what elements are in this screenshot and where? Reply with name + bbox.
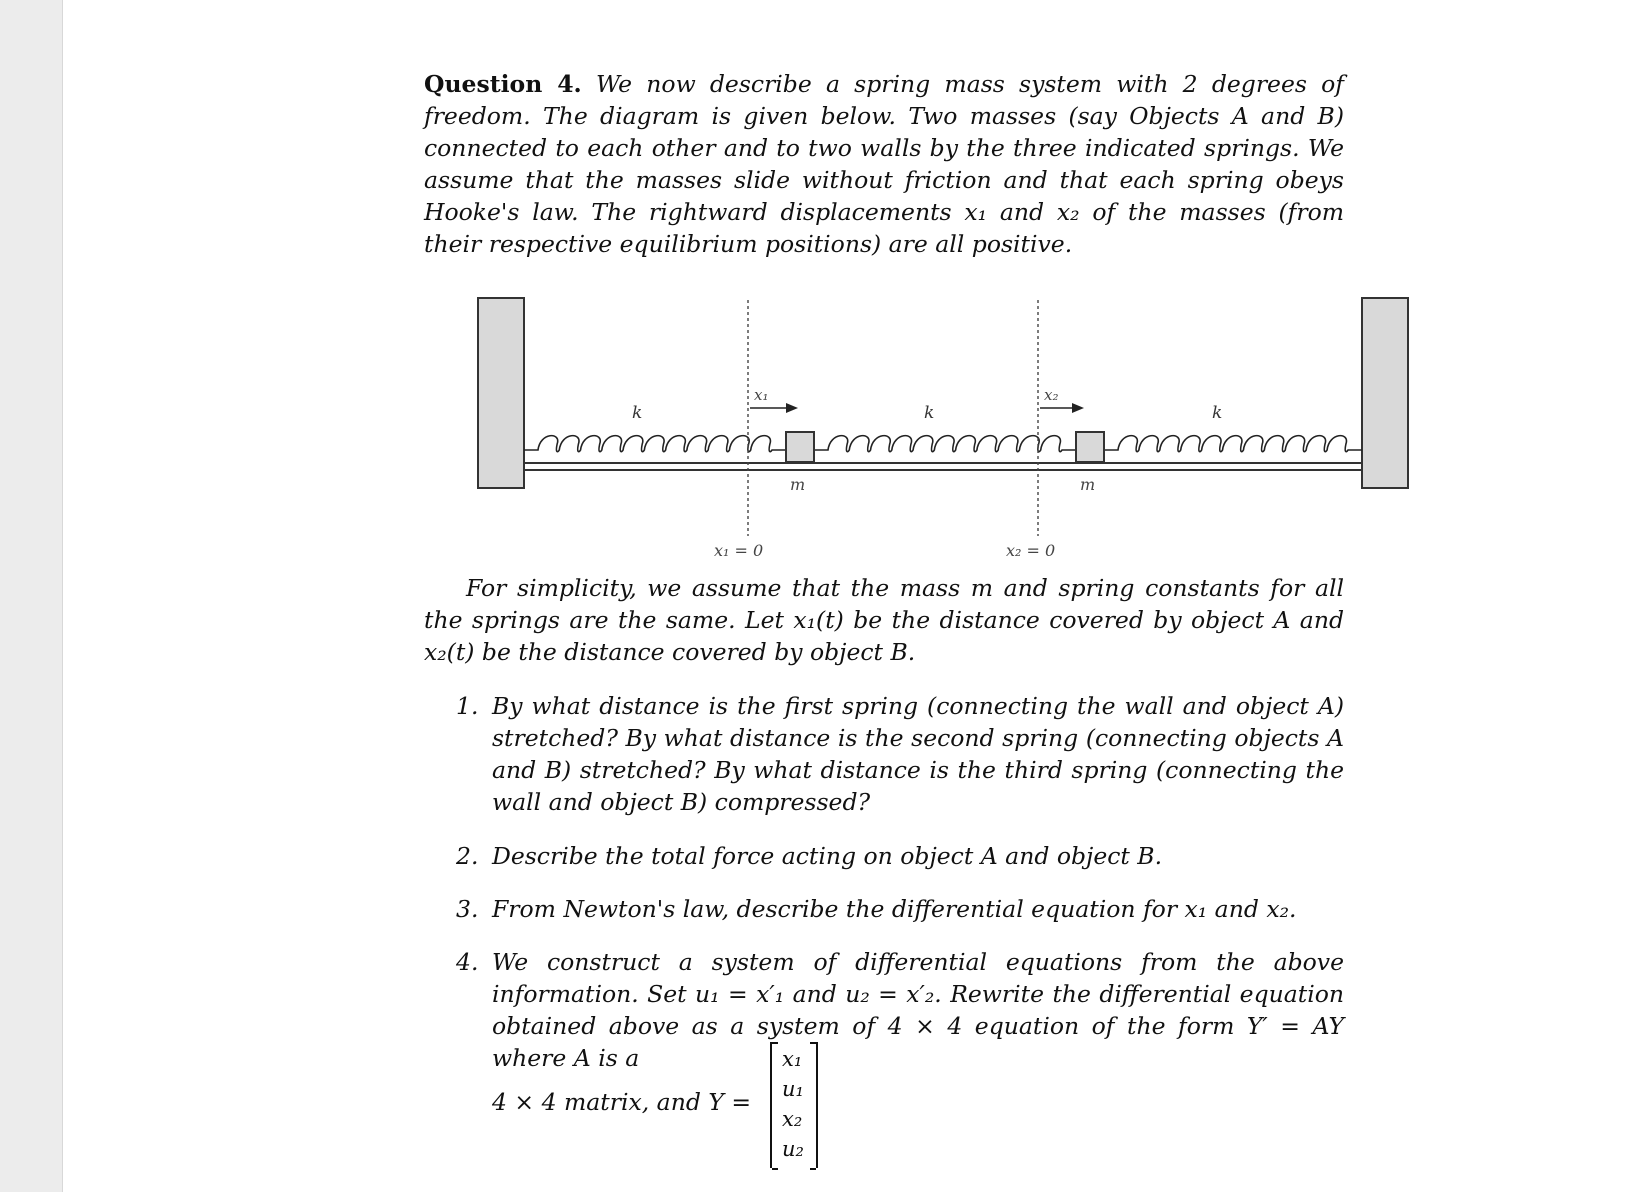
arrow-head-2 [1072, 403, 1084, 413]
mass-a [786, 432, 814, 462]
arrow-head-1 [786, 403, 798, 413]
spring-1 [524, 436, 786, 452]
origin-label-2: x₂ = 0 [1006, 541, 1056, 560]
vector-entry: x₂ [782, 1107, 803, 1131]
right-wall [1362, 298, 1408, 488]
spring-mass-diagram [0, 0, 1626, 580]
vector-entry: x₁ [782, 1047, 803, 1071]
item-text: By what distance is the first spring (connecting the wall and object A) stretched? By what distance is the second spring (connecting objects A and B) stretched? By what distance is the third spring (connecting the wall and object B) compressed? [492, 692, 1344, 816]
spring-2 [814, 436, 1076, 452]
question-label: Question 4. [424, 70, 582, 98]
spring-label-3: k [1212, 403, 1223, 423]
mass-label-2: m [1080, 475, 1096, 494]
mass-b [1076, 432, 1104, 462]
vector-entry: u₁ [782, 1077, 804, 1101]
item-text: From Newton's law, describe the differential equation for x₁ and x₂. [492, 895, 1297, 923]
mass-label-1: m [790, 475, 806, 494]
item-text: Describe the total force acting on object A and object B. [492, 842, 1163, 870]
item-number: 2. [456, 842, 479, 870]
matrix-statement: 4 × 4 matrix, and Y = [492, 1088, 752, 1116]
list-item [456, 690, 1344, 818]
question-intro: We now describe a spring mass system with 2 degrees of freedom. The diagram is given below. Two masses (say Objects A and B) connected to each other and to two walls by the three indicated springs. We assume that the masses slide without friction and that each spring obeys Hooke's law. The rightward displacements x₁ and x₂ of the masses (from their respective equilibrium positions) are all positive. [424, 70, 1344, 258]
item-number: 1. [456, 692, 479, 720]
item-text: We construct a system of differential equations from the above information. Set u₁ = x′₁ and u₂ = x′₂. Rewrite the differential equation obtained above as a system of 4 × 4 equation of the form Y′ = AY where A is a [492, 948, 1344, 1072]
arrow-label-1: x₁ [754, 386, 769, 404]
origin-label-1: x₁ = 0 [714, 541, 764, 560]
vector-entry: u₂ [782, 1137, 804, 1161]
item-number: 3. [456, 895, 479, 923]
spring-3 [1104, 436, 1362, 452]
left-wall [478, 298, 524, 488]
spring-label-2: k [924, 403, 935, 423]
list-item [456, 840, 1162, 872]
simplicity-paragraph: For simplicity, we assume that the mass m and spring constants for all the springs are the same. Let x₁(t) be the distance covered by object A and x₂(t) be the distance covered by object B. [424, 574, 1344, 666]
list-item [456, 946, 1344, 1074]
arrow-label-2: x₂ [1044, 386, 1059, 404]
item-number: 4. [456, 948, 479, 976]
column-vector-y [770, 1042, 818, 1168]
spring-label-1: k [632, 403, 643, 423]
list-item [456, 893, 1297, 925]
